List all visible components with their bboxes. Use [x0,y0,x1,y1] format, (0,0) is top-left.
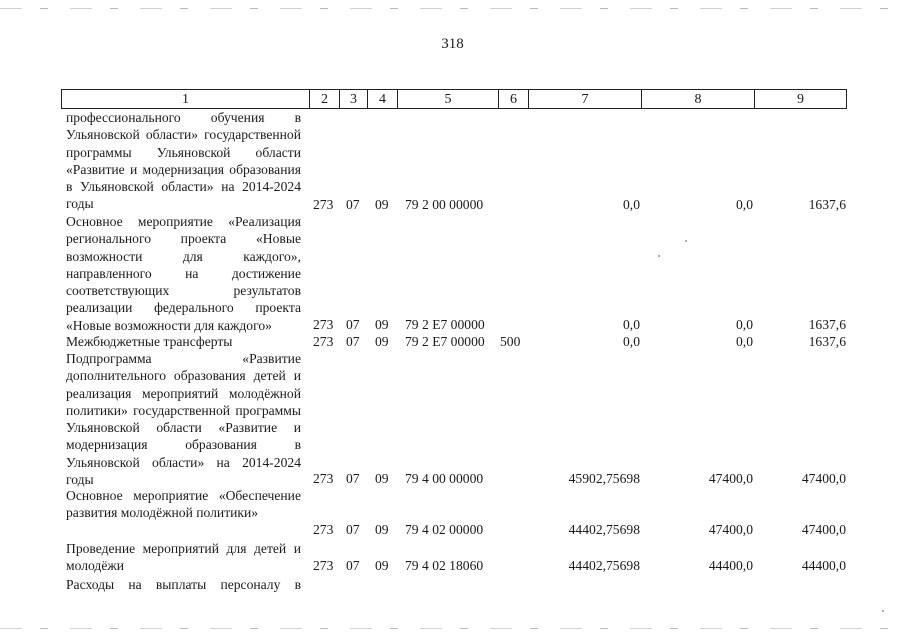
cell-col-5: 79 2 Е7 00000 [405,317,485,332]
cell-col-3: 07 [346,522,360,537]
header-col-6: 6 [499,90,529,108]
cell-col-3: 07 [346,317,360,332]
cell-col-8: 47400,0 [708,471,753,486]
cell-col-7: 44402,75698 [568,558,640,573]
scan-speck [658,255,660,257]
cell-col-7: 45902,75698 [568,471,640,486]
row-description: Проведение мероприятий для детей и молодёжи [66,541,301,574]
cell-col-7: 0,0 [623,197,640,212]
row-description: Расходы на выплаты персоналу в [66,577,301,592]
row-description: Межбюджетные трансферты [66,334,233,349]
header-col-5: 5 [398,90,499,108]
cell-col-9: 1637,6 [808,334,846,349]
cell-col-3: 07 [346,558,360,573]
cell-col-3: 07 [346,334,360,349]
cell-col-4: 09 [375,334,389,349]
cell-col-9: 1637,6 [808,317,846,332]
header-col-7: 7 [529,90,642,108]
cell-col-5: 79 4 02 18060 [405,558,484,573]
cell-col-2: 273 [313,334,334,349]
scan-noise-top [0,8,905,9]
cell-col-4: 09 [375,317,389,332]
cell-col-4: 09 [375,558,389,573]
cell-col-9: 1637,6 [808,197,846,212]
cell-col-8: 0,0 [736,197,753,212]
scan-speck [685,240,687,242]
cell-col-7: 0,0 [623,317,640,332]
cell-col-2: 273 [313,522,334,537]
cell-col-7: 44402,75698 [568,522,640,537]
cell-col-2: 273 [313,317,334,332]
cell-col-2: 273 [313,558,334,573]
cell-col-8: 0,0 [736,317,753,332]
row-description: Подпрограмма «Развитие дополнительного образования детей и реализация мероприятий молодёжной политики» государственной программы Ульяновской области «Развитие и модернизация образования в Ульяновской области» на 2014-2024 годы [66,351,301,488]
cell-col-9: 44400,0 [801,558,846,573]
scan-speck [882,610,884,612]
header-col-3: 3 [340,90,368,108]
cell-col-8: 47400,0 [708,522,753,537]
row-description: Основное мероприятие «Обеспечение развития молодёжной политики» [66,488,301,521]
page-number: 318 [441,36,464,52]
cell-col-4: 09 [375,471,389,486]
table-header-row [61,89,847,109]
cell-col-2: 273 [313,471,334,486]
cell-col-3: 07 [346,197,360,212]
cell-col-8: 0,0 [736,334,753,349]
header-col-9: 9 [797,92,804,107]
header-col-8: 8 [642,90,755,108]
header-col-1: 1 [62,90,310,108]
cell-col-3: 07 [346,471,360,486]
cell-col-7: 0,0 [623,334,640,349]
header-col-2: 2 [310,90,340,108]
cell-col-9: 47400,0 [801,522,846,537]
cell-col-5: 79 2 Е7 00000 [405,334,485,349]
cell-col-6: 500 [500,334,521,349]
scan-noise-bottom [0,628,905,629]
cell-col-4: 09 [375,197,389,212]
cell-col-9: 47400,0 [801,471,846,486]
header-col-4: 4 [368,90,398,108]
cell-col-4: 09 [375,522,389,537]
cell-col-5: 79 4 02 00000 [405,522,484,537]
cell-col-2: 273 [313,197,334,212]
cell-col-5: 79 4 00 00000 [405,471,484,486]
row-description: профессионального обучения в Ульяновской области» государственной программы Ульяновской области «Развитие и модернизация образования в Ульяновской области» на 2014-2024 годы [66,110,301,212]
cell-col-5: 79 2 00 00000 [405,197,484,212]
row-description: Основное мероприятие «Реализация регионального проекта «Новые возможности для каждого», направленного на достижение соответствующих результатов реализации федерального проекта «Новые возможности для каждого» [66,214,301,333]
cell-col-8: 44400,0 [708,558,753,573]
